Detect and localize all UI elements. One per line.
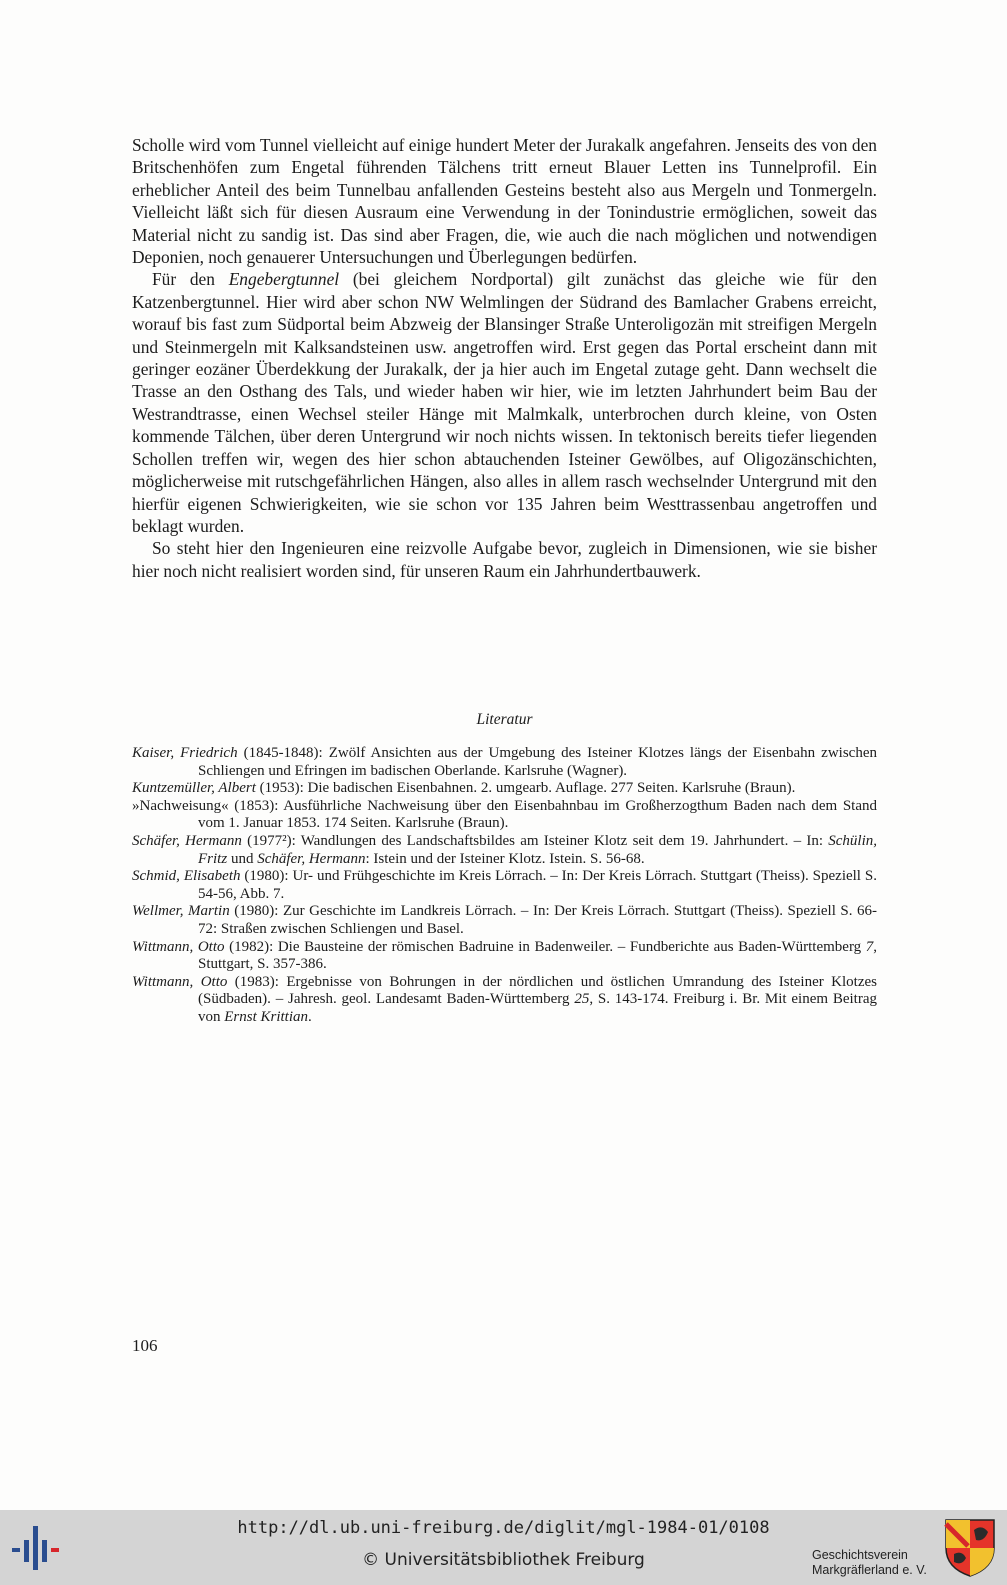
reference-author: Wittmann, Otto xyxy=(132,973,228,990)
reference-author: Schmid, Elisabeth xyxy=(132,868,241,885)
page-number: 106 xyxy=(132,1336,158,1355)
reference-item xyxy=(132,974,877,1027)
reference-text: (1845-1848): Zwölf Ansichten aus der Umgebung des Isteiner Klotzes längs der Eisenbahn zwischen Schliengen und Efringen im badischen Oberlande. Karlsruhe (Wagner). xyxy=(198,745,877,779)
reference-volume: 25 xyxy=(574,991,590,1008)
coat-of-arms-icon xyxy=(944,1518,996,1578)
reference-item xyxy=(132,780,877,798)
footer-bar xyxy=(0,1510,1007,1585)
reference-text: und xyxy=(227,850,258,867)
reference-author: Wellmer, Martin xyxy=(132,903,230,920)
copyright-text: © Universitätsbibliothek Freiburg xyxy=(362,1550,645,1570)
society-line-1: Geschichtsverein xyxy=(812,1548,908,1562)
reference-item xyxy=(132,798,877,833)
body-text xyxy=(132,134,877,582)
reference-author: Wittmann, Otto xyxy=(132,938,225,955)
reference-author: Schäfer, Hermann xyxy=(257,850,366,867)
reference-item xyxy=(132,903,877,938)
reference-author: Ernst Krittian xyxy=(224,1008,309,1025)
reference-list xyxy=(132,745,877,1027)
paragraph-3: So steht hier den Ingenieuren eine reizvolle Aufgabe bevor, zugleich in Dimensionen, wie sie bisher hier noch nicht realisiert worden sind, für unseren Raum ein Jahrhundertbauwerk. xyxy=(132,538,877,581)
reference-text: (1983): Ergebnisse von Bohrungen in der nördlichen und östlichen Umrandung des Isteiner Klotzes (Südbaden). – Jahresh. geol. Landesamt Baden-Württemberg xyxy=(198,973,877,1008)
society-name xyxy=(812,1548,932,1578)
reference-text: , S. 143-174. Freiburg i. Br. Mit einem Beitrag von xyxy=(198,991,877,1025)
paragraph-2-lead: Für den xyxy=(152,269,229,290)
reference-text: (1980): Zur Geschichte im Landkreis Lörrach. – In: Der Kreis Lörrach. Stuttgart (Theiss). Speziell S. 66-72: Straßen zwischen Schliengen und Basel. xyxy=(198,903,878,937)
reference-author: Schäfer, Hermann xyxy=(132,832,242,849)
reference-text: , Stuttgart, S. 357-386. xyxy=(198,938,878,973)
paragraph-2-rest: (bei gleichem Nordportal) gilt zunächst das gleiche wie für den Katzenbergtunnel. Hier wird aber schon NW Welmlingen der Südrand des Bamlacher Grabens erreicht, worauf bis fast zum Südportal beim Abzweig der Blansinger Straße Unteroligozän mit streifigen Mergeln und Steinmergeln mit Kalksandsteinen usw. angetroffen wird. Erst gegen das Portal erscheint dann mit geringer eozäner Überdekkung der Jurakalk, der ja hier auch im Engetal zutage geht. Dann wechselt die Trasse an den Osthang des Tals, und wieder haben wir hier, wie im letzten Jahrhundert beim Bau der Westrandtrasse, einen Wechsel steiler Hänge mit Malmkalk, unterbrochen durch kleine, von Osten kommende Tälchen, über deren Untergrund wir noch nichts wissen. In tektonisch bereits tiefer liegenden Schollen treffen wir, wegen des hier schon abtauchenden Isteiner Gewölbes, auf Oligozänschichten, möglicherweise mit rutschgefährlichen Hängen, also alles in allem rasch wechselnder Untergrund mit den hierfür eigenen Schwierigkeiten, wie sie schon vor 135 Jahren beim Westtrassenbau angetroffen und beklagt wurden. xyxy=(132,269,877,536)
reference-item xyxy=(132,833,877,868)
reference-text: (1977²): Wandlungen des Landschaftsbildes am Isteiner Klotz seit dem 19. Jahrhundert. – In: xyxy=(241,832,829,849)
paragraph-2-italic: Engebergtunnel xyxy=(228,269,340,290)
reference-text: (1982): Die Bausteine der römischen Badruine in Badenweiler. – Fundberichte aus Baden-Württemberg xyxy=(224,938,866,955)
reference-text: . xyxy=(308,1008,312,1025)
reference-item xyxy=(132,939,877,974)
reference-author: Schülin, Fritz xyxy=(198,832,877,867)
reference-item xyxy=(132,868,877,903)
reference-text: : Istein und der Isteiner Klotz. Istein. S. 56-68. xyxy=(365,850,645,867)
reference-text: »Nachweisung« (1853): Ausführliche Nachweisung über den Eisenbahnbau im Großherzogthum Baden nach dem Stand vom 1. Januar 1853. 174 Seiten. Karlsruhe (Braun). xyxy=(132,797,877,832)
literature-heading: Literatur xyxy=(476,711,533,728)
society-line-2: Markgräflerland e. V. xyxy=(812,1563,927,1577)
permalink-url[interactable]: http://dl.ub.uni-freiburg.de/diglit/mgl-1984-01/0108 xyxy=(237,1518,770,1538)
reference-volume: 7 xyxy=(865,938,874,955)
reference-text: (1980): Ur- und Frühgeschichte im Kreis Lörrach. – In: Der Kreis Lörrach. Stuttgart (Theiss). Speziell S. 54-56, Abb. 7. xyxy=(198,868,877,902)
paragraph-2 xyxy=(132,268,877,537)
paragraph-1: Scholle wird vom Tunnel vielleicht auf einige hundert Meter der Jurakalk angefahren. Jenseits des von den Britschenhöfen zum Engetal führenden Tälchens tritt erneut Blauer Letten ins Tunnelprofil. Ein erheblicher Anteil des beim Tunnelbau anfallenden Gesteins besteht also aus Mergeln und Tonmergeln. Vielleicht läßt sich für diesen Ausraum eine Verwendung in der Tonindustrie ermöglichen, soweit das Material nicht zu sandig ist. Das sind aber Fragen, die, wie auch die nach möglichen und notwendigen Deponien, noch genauerer Untersuchungen und Überlegungen bedürfen. xyxy=(132,135,877,268)
reference-text: (1953): Die badischen Eisenbahnen. 2. umgearb. Auflage. 277 Seiten. Karlsruhe (Braun). xyxy=(255,780,796,797)
reference-author: Kuntzemüller, Albert xyxy=(132,780,256,797)
reference-author: Kaiser, Friedrich xyxy=(132,745,238,761)
reference-item xyxy=(132,745,877,780)
